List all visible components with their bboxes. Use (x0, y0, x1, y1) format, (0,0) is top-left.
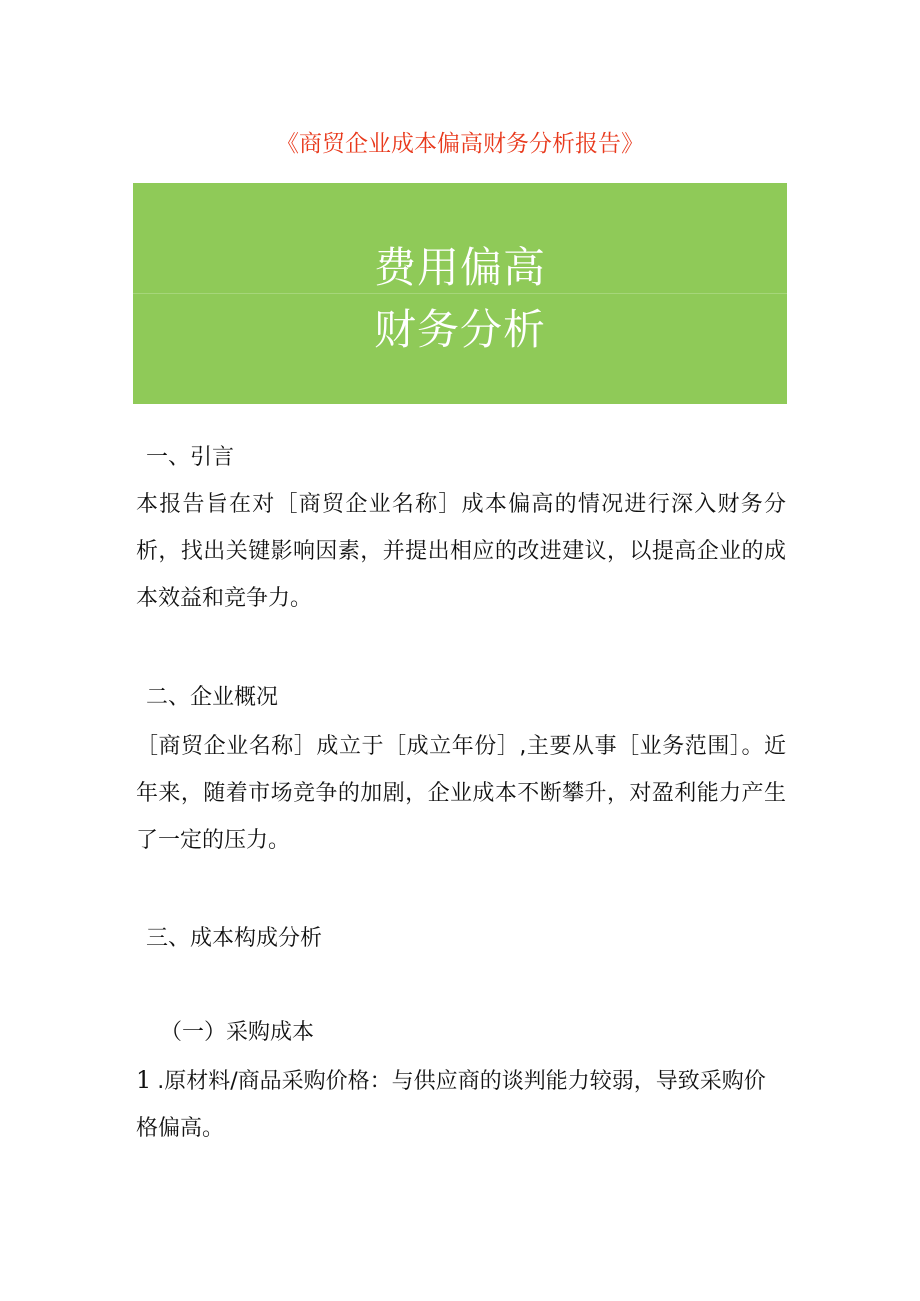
section-heading-cost-structure: 三、成本构成分析 (146, 926, 323, 951)
list-item-purchase-price (136, 1057, 786, 1152)
subsection-heading-procurement: （一）采购成本 (160, 1020, 315, 1045)
list-item-text: .原材料/商品采购价格：与供应商的谈判能力较弱，导致采购价格偏高。 (136, 1069, 766, 1141)
list-item-number: 1 (136, 1066, 152, 1094)
section-heading-overview: 二、企业概况 (146, 685, 279, 710)
banner-line-2: 财务分析 (373, 305, 546, 354)
banner-line-1: 费用偏高 (373, 243, 546, 292)
section-body-introduction: 本报告旨在对［商贸企业名称］成本偏高的情况进行深入财务分析，找出关键影响因素，并提出相应的改进建议，以提高企业的成本效益和竞争力。 (136, 492, 786, 611)
section-body-overview: ［商贸企业名称］成立于［成立年份］,主要从事［业务范围］。近年来，随着市场竞争的加剧，企业成本不断攀升，对盈利能力产生了一定的压力。 (136, 734, 786, 853)
document-title: 《商贸企业成本偏高财务分析报告》 (276, 131, 644, 157)
section-heading-introduction: 一、引言 (146, 445, 235, 470)
